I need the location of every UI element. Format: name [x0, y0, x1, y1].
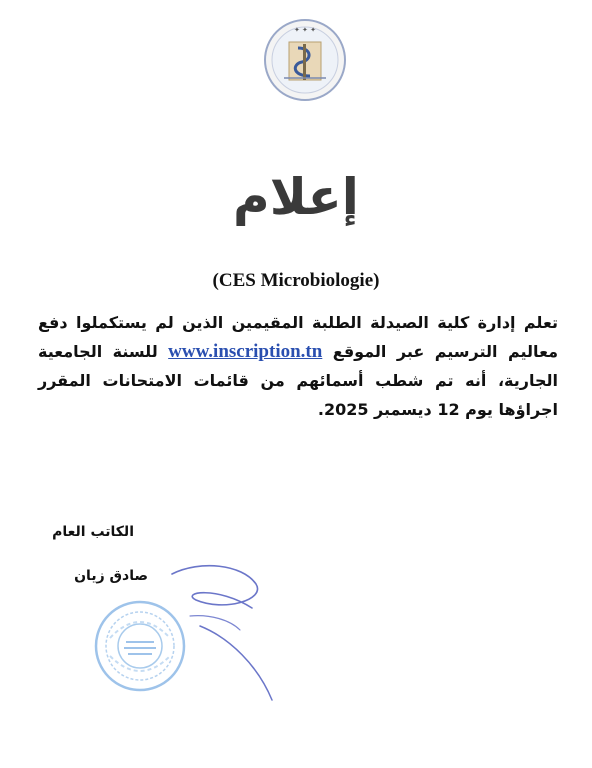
handwritten-signature-icon [160, 556, 300, 706]
signatory-name: صادق زيان [74, 568, 148, 584]
notice-subtitle: (CES Microbiologie) [212, 270, 380, 291]
faculty-pharmacy-logo-icon [262, 18, 348, 102]
notice-title: إعلام [233, 168, 359, 226]
inscription-link[interactable]: www.inscription.tn [168, 341, 323, 362]
signatory-role: الكاتب العام [52, 524, 134, 540]
exam-date: 12 ديسمبر 2025. [317, 400, 460, 419]
handwritten-signature [160, 556, 300, 706]
svg-text:✦ ✦ ✦: ✦ ✦ ✦ [293, 26, 317, 34]
notice-body-part2: للسنة الجامعية الجارية، أنه تم شطب أسمائهم من قائمات الامتحانات المقرر اجراؤها يوم [38, 342, 558, 419]
notice-body [38, 308, 558, 424]
faculty-logo [262, 18, 348, 102]
notice-body-part1: تعلم إدارة كلية الصيدلة الطلبة المقيمين الذين لم يستكملوا دفع معاليم الترسيم عبر الموقع [38, 313, 559, 361]
